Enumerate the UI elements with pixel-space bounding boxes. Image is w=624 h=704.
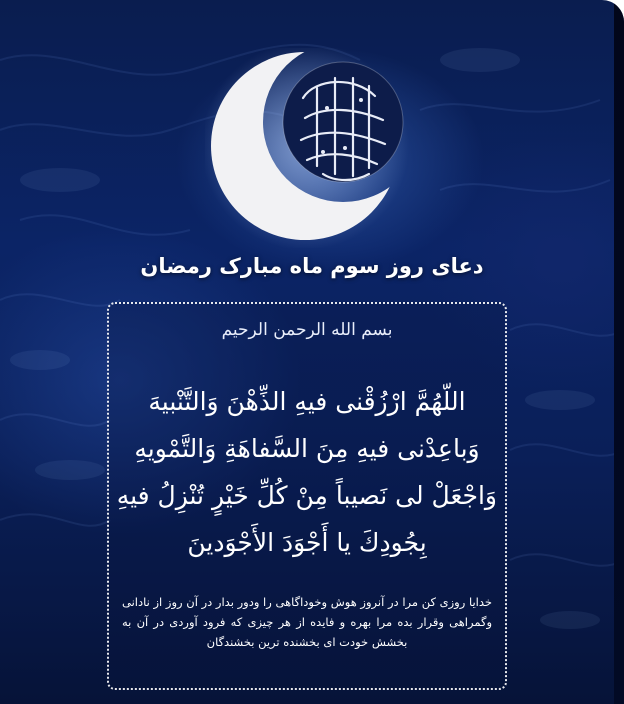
headline-title: دعای روز سوم ماه مبارک رمضان bbox=[140, 254, 484, 278]
prayer-line: اللّهُمَّ ارْزُقْنی فیهِ الذِّهْنَ وَالتَّنْبیهَ bbox=[148, 387, 466, 416]
crescent-moon-icon bbox=[205, 48, 415, 248]
prayer-line: وَباعِدْنی فیهِ مِنَ السَّفاهَةِ وَالتَّمْویهِ bbox=[134, 434, 480, 463]
persian-translation: خدایا روزی کن مرا در آنروز هوش وخوداگاهی را ودور بدار در آن روز از نادانی وگمراهی وقرار بده مرا بهره و فایده از هر چیزی که فرود آوردی در آن به بخشش خودت ای بخشنده ترین بخشندگان bbox=[122, 595, 492, 649]
basmala-calligraphy: بسم الله الرحمن الرحیم bbox=[221, 320, 393, 340]
prayer-text bbox=[117, 378, 497, 566]
prayer-line: وَاجْعَلْ لی نَصیباً مِنْ كُلِّ خَیْرٍ تُنْزِلُ فیهِ bbox=[116, 481, 497, 510]
right-edge-strip bbox=[614, 0, 624, 704]
prayer-line: بِجُودِكَ یا أَجْوَدَ الأَجْوَدینَ bbox=[187, 528, 427, 557]
